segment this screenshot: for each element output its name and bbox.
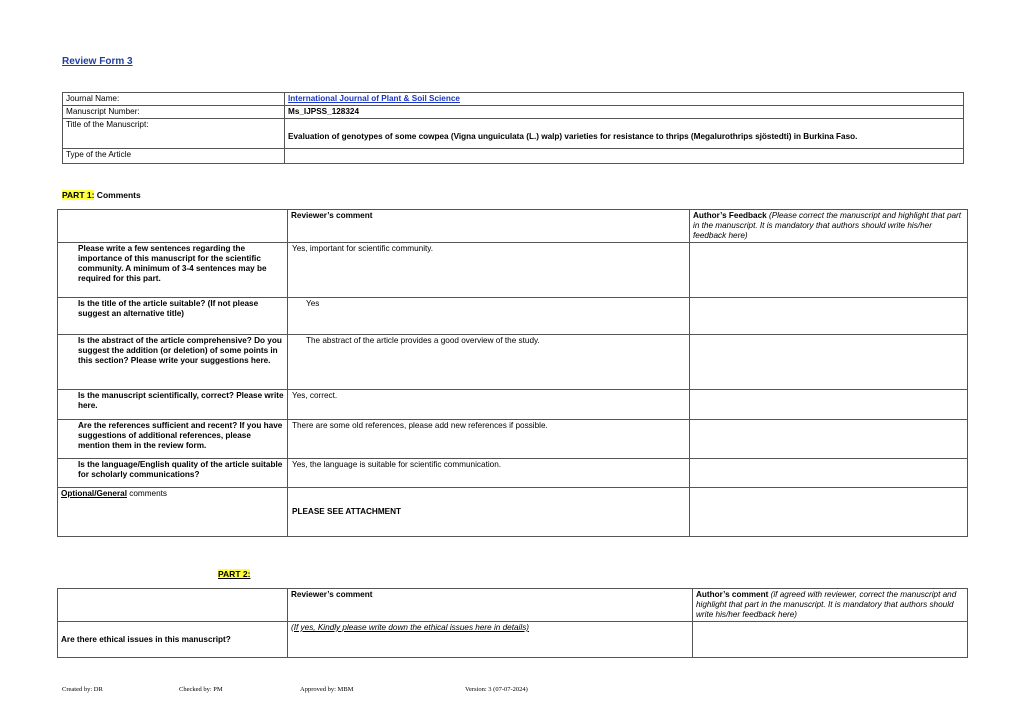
answer-references[interactable]: There are some old references, please add new references if possible. [288,420,690,459]
feedback-abstract[interactable] [690,335,968,390]
answer-language[interactable]: Yes, the language is suitable for scientific communication. [288,459,690,488]
table-row [58,420,968,459]
feedback-language[interactable] [690,459,968,488]
optional-comments-label [58,488,288,537]
part1-author-header-label: Author’s Feedback [693,211,767,220]
optional-comments-row [58,488,968,537]
question-importance: Please write a few sentences regarding the importance of this manuscript for the scientific community. A minimum of 3-4 sentences may be required for this part. [58,243,288,298]
journal-label: Journal Name: [63,93,285,106]
part2-heading [218,569,250,579]
journal-link[interactable]: International Journal of Plant & Soil Science [288,94,460,103]
table-row [58,298,968,335]
part2-reviewer-header: Reviewer’s comment [288,589,693,622]
ethics-question: Are there ethical issues in this manuscript? [58,622,288,658]
part2-author-header-label: Author’s comment [696,590,769,599]
journal-cell [285,93,964,106]
question-abstract: Is the abstract of the article comprehensive? Do you suggest the addition (or deletion) of some points in this section? Please write your suggestions here. [58,335,288,390]
part1-comments-table [57,209,968,537]
manuscript-number-label: Manuscript Number: [63,106,285,119]
answer-abstract[interactable]: The abstract of the article provides a good overview of the study. [288,335,690,390]
part2-header-empty [58,589,288,622]
table-row [58,459,968,488]
feedback-title[interactable] [690,298,968,335]
feedback-importance[interactable] [690,243,968,298]
part1-header-empty [58,210,288,243]
answer-scientific[interactable]: Yes, correct. [288,390,690,420]
footer-approved: Approved by: MBM [300,686,354,693]
question-references: Are the references sufficient and recent? If you have suggestions of additional references, please mention them in the review form. [58,420,288,459]
table-row [58,243,968,298]
footer-version: Version: 3 (07-07-2024) [465,686,528,693]
optional-suffix: comments [126,489,168,498]
optional-feedback[interactable] [690,488,968,537]
manuscript-number-value: Ms_IJPSS_128324 [285,106,964,119]
manuscript-info-table [62,92,964,164]
question-scientific: Is the manuscript scientifically, correct? Please write here. [58,390,288,420]
footer-created: Created by: DR [62,686,103,693]
question-language: Is the language/English quality of the article suitable for scholarly communications? [58,459,288,488]
part1-header-row [58,210,968,243]
manuscript-title-value: Evaluation of genotypes of some cowpea (Vigna unguiculata (L.) walp) varieties for resistance to thrips (Megalurothrips sjöstedti) in Burkina Faso. [285,119,964,149]
footer-checked: Checked by: PM [179,686,223,693]
part1-label-suffix: Comments [94,190,141,200]
table-row [58,335,968,390]
form-title: Review Form 3 [62,56,133,67]
manuscript-title-label: Title of the Manuscript: [63,119,285,149]
optional-label: Optional/General [61,489,127,498]
article-type-row [63,149,964,164]
ethics-row [58,622,968,658]
part2-ethics-table [57,588,968,658]
part2-author-header-note: (if agreed with reviewer, correct the manuscript and highlight that part in the manuscript. It is mandatory that authors should write his/her feedback here) [696,590,957,619]
answer-title[interactable]: Yes [288,298,690,335]
manuscript-title-row [63,119,964,149]
ethics-answer[interactable]: (If yes, Kindly please write down the ethical issues here in details) [288,622,693,658]
article-type-label: Type of the Article [63,149,285,164]
feedback-scientific[interactable] [690,390,968,420]
part1-author-header [690,210,968,243]
question-title: Is the title of the article suitable? (If not please suggest an alternative title) [58,298,288,335]
feedback-references[interactable] [690,420,968,459]
manuscript-number-row [63,106,964,119]
article-type-value [285,149,964,164]
journal-row [63,93,964,106]
ethics-feedback[interactable] [693,622,968,658]
part1-author-header-note: (Please correct the manuscript and highlight that part in the manuscript. It is mandatory that authors should write his/her feedback here) [693,211,962,240]
part1-heading [62,190,141,200]
part2-author-header [693,589,968,622]
answer-importance[interactable]: Yes, important for scientific community. [288,243,690,298]
part1-label: PART 1: [62,190,95,200]
optional-answer[interactable]: PLEASE SEE ATTACHMENT [288,488,690,537]
part1-reviewer-header: Reviewer’s comment [288,210,690,243]
part2-header-row [58,589,968,622]
part2-label: PART 2: [218,569,251,579]
table-row [58,390,968,420]
